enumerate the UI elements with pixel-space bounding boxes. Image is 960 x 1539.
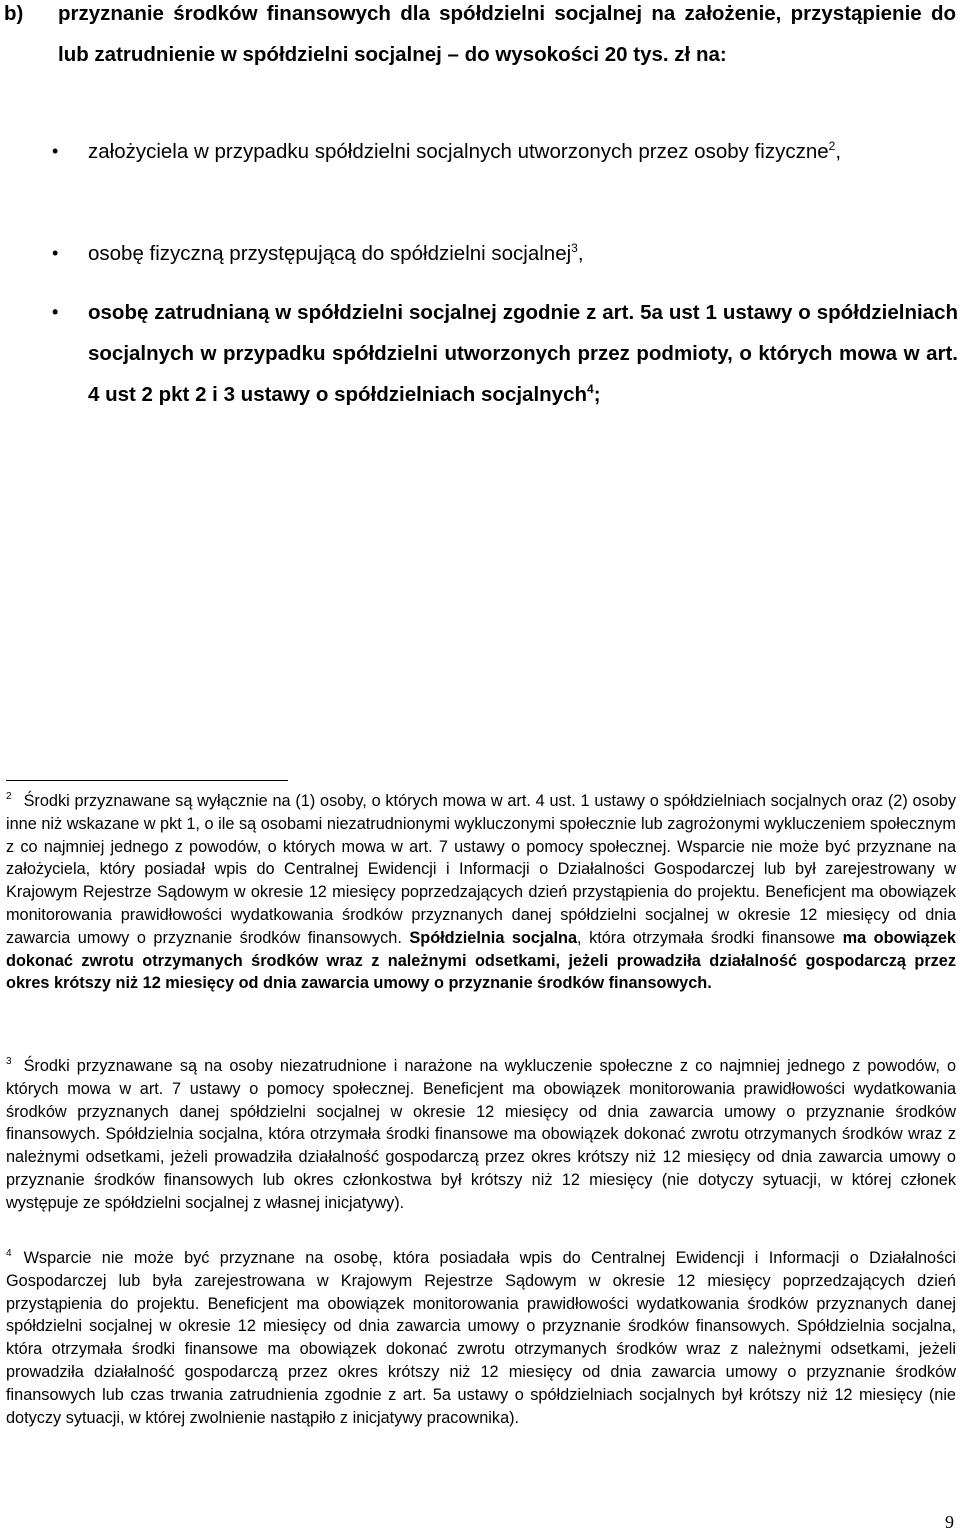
section-b-label: b)	[4, 2, 24, 25]
footnote-text: Środki przyznawane są wyłącznie na (1) osoby, o których mowa w art. 4 ust. 1 ustawy o spółdzielniach socjalnych oraz (2) osoby inne niż wskazane w pkt 1, o ile są osobami niezatrudnionymi wykluczonymi społecznie lub zagrożonymi wykluczeniem społecznym z co najmniej jednego z powodów, o których mowa w art. 7 ustawy o pomocy społecznej. Wsparcie nie może być przyznane na założyciela, który posiadał wpis do Centralnej Ewidencji i Informacji o Działalności Gospodarczej lub był zarejestrowany w Krajowym Rejestrze Sądowym w okresie 12 miesięcy poprzedzających dzień przystąpienia do projektu. Beneficjent ma obowiązek monitorowania prawidłowości wydatkowania środków przyznanych danej spółdzielni socjalnej w okresie 12 miesięcy od dnia zawarcia umowy o przyznanie środków finansowych.	[6, 792, 956, 947]
bullet-punct: ,	[835, 140, 842, 163]
footnote-number: 4	[6, 1248, 12, 1259]
bullet-text	[88, 131, 958, 172]
footnote-ref: 2	[828, 139, 836, 153]
bullet-text	[88, 233, 958, 274]
bullet-text-body: osobę fizyczną przystępującą do spółdzielni socjalnej	[88, 242, 572, 265]
bullet-item	[52, 233, 958, 274]
footnote-text: , która otrzymała środki finansowe	[577, 928, 843, 947]
footnote-ref: 4	[587, 382, 594, 396]
footnote-ref: 3	[571, 241, 578, 255]
bullet-item	[52, 131, 958, 172]
footnote-number: 3	[6, 1056, 12, 1067]
footnote-separator	[6, 780, 288, 781]
footnote-4	[6, 1247, 956, 1429]
bullet-dot-icon: •	[52, 141, 59, 161]
page-number: 9	[945, 1512, 954, 1532]
bullet-dot-icon: •	[52, 243, 59, 263]
bullet-dot-icon: •	[52, 302, 59, 322]
footnote-2	[6, 790, 956, 995]
bullet-item	[52, 292, 958, 415]
section-b	[4, 0, 956, 75]
footnote-number: 2	[6, 791, 12, 802]
bullet-text	[88, 292, 958, 415]
section-b-text: przyznanie środków finansowych dla spółdzielni socjalnej na założenie, przystąpienie do lub zatrudnienie w spółdzielni socjalnej – do wysokości 20 tys. zł na:	[58, 2, 956, 66]
bullet-text-body: osobę zatrudnianą w spółdzielni socjalnej zgodnie z art. 5a ust 1 ustawy o spółdzielniach socjalnych w przypadku spółdzielni utworzonych przez podmioty, o których mowa w art. 4 ust 2 pkt 2 i 3 ustawy o spółdzielniach socjalnych	[88, 301, 958, 406]
footnote-text: Wsparcie nie może być przyznane na osobę, która posiadała wpis do Centralnej Ewidencji i Informacji o Działalności Gospodarczej lub była zarejestrowana w Krajowym Rejestrze Sądowym w okresie 12 miesięcy poprzedzających dzień przystąpienia do projektu. Beneficjent ma obowiązek monitorowania prawidłowości wydatkowania środków przyznanych danej spółdzielni socjalnej w okresie 12 miesięcy od dnia zawarcia umowy o przyznanie środków finansowych. Spółdzielnia socjalna, która otrzymała środki finansowe ma obowiązek dokonać zwrotu otrzymanych środków wraz z należnymi odsetkami, jeżeli prowadziła działalność gospodarczą przez okres krótszy niż 12 miesięcy od dnia zawarcia umowy o przyznanie środków finansowych lub czas trwania zatrudnienia zgodnie z art. 5a ustawy o spółdzielniach socjalnych był krótszy niż 12 miesięcy (nie dotyczy sytuacji, w której zwolnienie nastąpiło z inicjatywy pracownika).	[6, 1249, 956, 1427]
bullet-punct: ,	[577, 242, 584, 265]
bullet-punct: ;	[593, 383, 601, 406]
footnote-text: Środki przyznawane są na osoby niezatrudnione i narażone na wykluczenie społeczne z co najmniej jednego z powodów, o których mowa w art. 7 ustawy o pomocy społecznej. Beneficjent ma obowiązek monitorowania prawidłowości wydatkowania środków przyznanych danej spółdzielni socjalnej w okresie 12 miesięcy od dnia zawarcia umowy o przyznanie środków finansowych. Spółdzielnia socjalna, która otrzymała środki finansowe ma obowiązek dokonać zwrotu otrzymanych środków wraz z należnymi odsetkami, jeżeli prowadziła działalność gospodarczą przez okres krótszy niż 12 miesięcy od dnia zawarcia umowy o przyznanie środków finansowych lub okres członkostwa był krótszy niż 12 miesięcy (nie dotyczy sytuacji, w której członek występuje ze spółdzielni socjalnej z własnej inicjatywy).	[6, 1057, 956, 1212]
footnote-3	[6, 1055, 956, 1215]
footnote-bold-text: ma obowiązek dokonać zwrotu otrzymanych środków wraz z należnymi odsetkami, jeżeli prowadziła działalność gospodarczą przez okres krótszy niż 12 miesięcy od dnia zawarcia umowy o przyznanie środków finansowych.	[6, 928, 956, 993]
footnote-bold-text: Spółdzielnia socjalna	[409, 928, 578, 947]
bullet-text-body: założyciela w przypadku spółdzielni socjalnych utworzonych przez osoby fizyczne	[88, 140, 829, 163]
